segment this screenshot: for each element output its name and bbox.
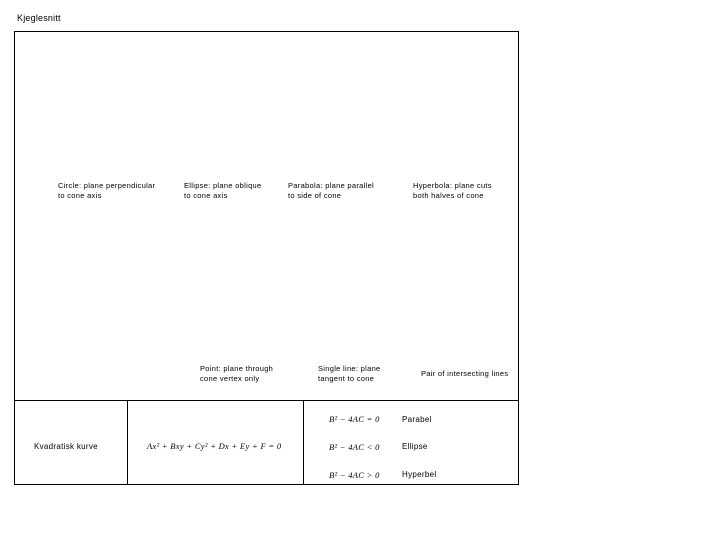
condition-hyperbola: B² − 4AC > 0 [329,470,380,480]
caption-ellipse: Ellipse: plane oblique to cone axis [184,181,262,200]
caption-single-line: Single line: plane tangent to cone [318,364,381,383]
caption-circle: Circle: plane perpendicular to cone axis [58,181,156,200]
page-title: Kjeglesnitt [17,13,61,23]
condition-parabola: B² − 4AC = 0 [329,414,380,424]
caption-point: Point: plane through cone vertex only [200,364,274,383]
caption-parabola: Parabola: plane parallel to side of cone [288,181,375,200]
condition-ellipse: B² − 4AC < 0 [329,442,380,452]
general-equation: Ax² + Bxy + Cy² + Dx + Ey + F = 0 [147,441,282,451]
curve-name-parabola: Parabel [402,415,432,424]
table-divider [127,400,128,485]
curve-name-hyperbola: Hyperbel [402,470,437,479]
curve-name-ellipse: Ellipse [402,442,428,451]
table-label: Kvadratisk kurve [34,442,98,451]
table-divider [303,400,304,485]
caption-pair-of-lines: Pair of intersecting lines [421,369,509,378]
caption-hyperbola: Hyperbola: plane cuts both halves of cone [413,181,492,200]
